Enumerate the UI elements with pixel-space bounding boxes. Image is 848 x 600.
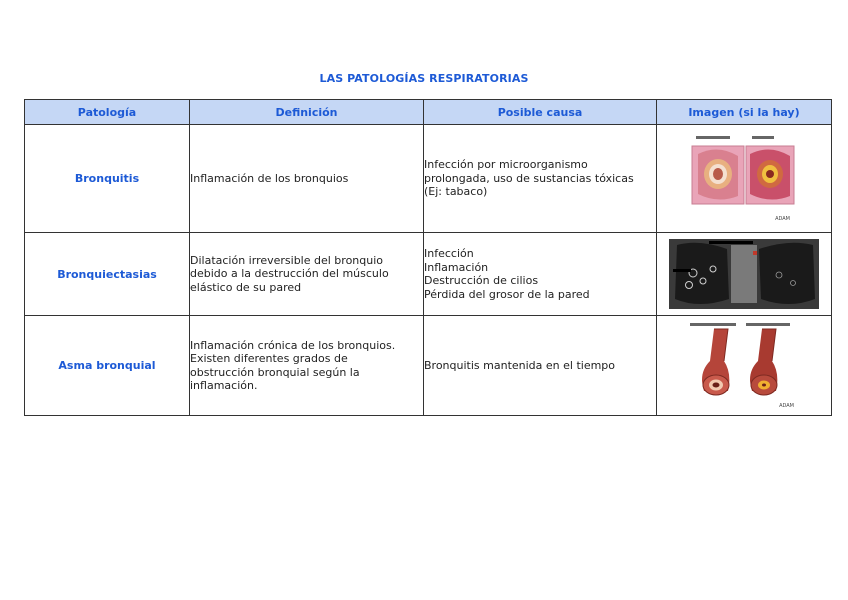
header-posible-causa: Posible causa [424, 100, 657, 125]
image-cell [657, 316, 832, 416]
cause-line: Infección [424, 247, 474, 260]
definition-line: inflamación. [190, 379, 258, 392]
cause-line: Inflamación [424, 260, 489, 274]
bronquitis-illustration [688, 134, 800, 224]
definition-cell [190, 125, 424, 233]
cause-cell [424, 316, 657, 416]
header-patologia: Patología [25, 100, 190, 125]
image-cell [657, 233, 832, 316]
table-row [25, 316, 832, 416]
definition-line: elástico de su pared [190, 280, 302, 294]
image-cell [657, 125, 832, 233]
cause-line: prolongada, uso de sustancias tóxicas [424, 171, 634, 185]
cause-cell [424, 125, 657, 233]
cause-line: Infección por microorganismo [424, 158, 588, 172]
definition-line: Dilatación irreversible del bronquio [190, 253, 384, 267]
definition-line: Existen diferentes grados de [190, 352, 348, 365]
cause-line: Destrucción de cilios [424, 274, 539, 287]
pathology-name: Bronquiectasias [25, 233, 190, 316]
table-header-row [25, 100, 832, 125]
cause-line: Bronquitis mantenida en el tiempo [424, 358, 616, 372]
cause-cell [424, 233, 657, 316]
header-definicion: Definición [190, 100, 424, 125]
image-watermark: ADAM [775, 215, 790, 222]
cause-line: (Ej: tabaco) [424, 185, 488, 199]
definition-cell [190, 316, 424, 416]
definition-line: Inflamación de los bronquios [190, 171, 349, 185]
definition-cell [190, 233, 424, 316]
definition-line: Inflamación crónica de los bronquios. [190, 338, 396, 352]
cause-line: Pérdida del grosor de la pared [424, 287, 590, 301]
definition-line: obstrucción bronquial según la [190, 365, 360, 379]
header-imagen: Imagen (si la hay) [657, 100, 832, 125]
document-title: LAS PATOLOGÍAS RESPIRATORIAS [319, 72, 529, 85]
pathology-table [24, 99, 832, 416]
table-row [25, 125, 832, 233]
pathology-name: Asma bronquial [25, 316, 190, 416]
definition-line: debido a la destrucción del músculo [190, 267, 389, 281]
bronquiectasias-ct-scan [669, 239, 819, 309]
pathology-name: Bronquitis [25, 125, 190, 233]
asma-illustration [684, 321, 804, 411]
image-watermark: ADAM [779, 402, 794, 409]
table-row [25, 233, 832, 316]
